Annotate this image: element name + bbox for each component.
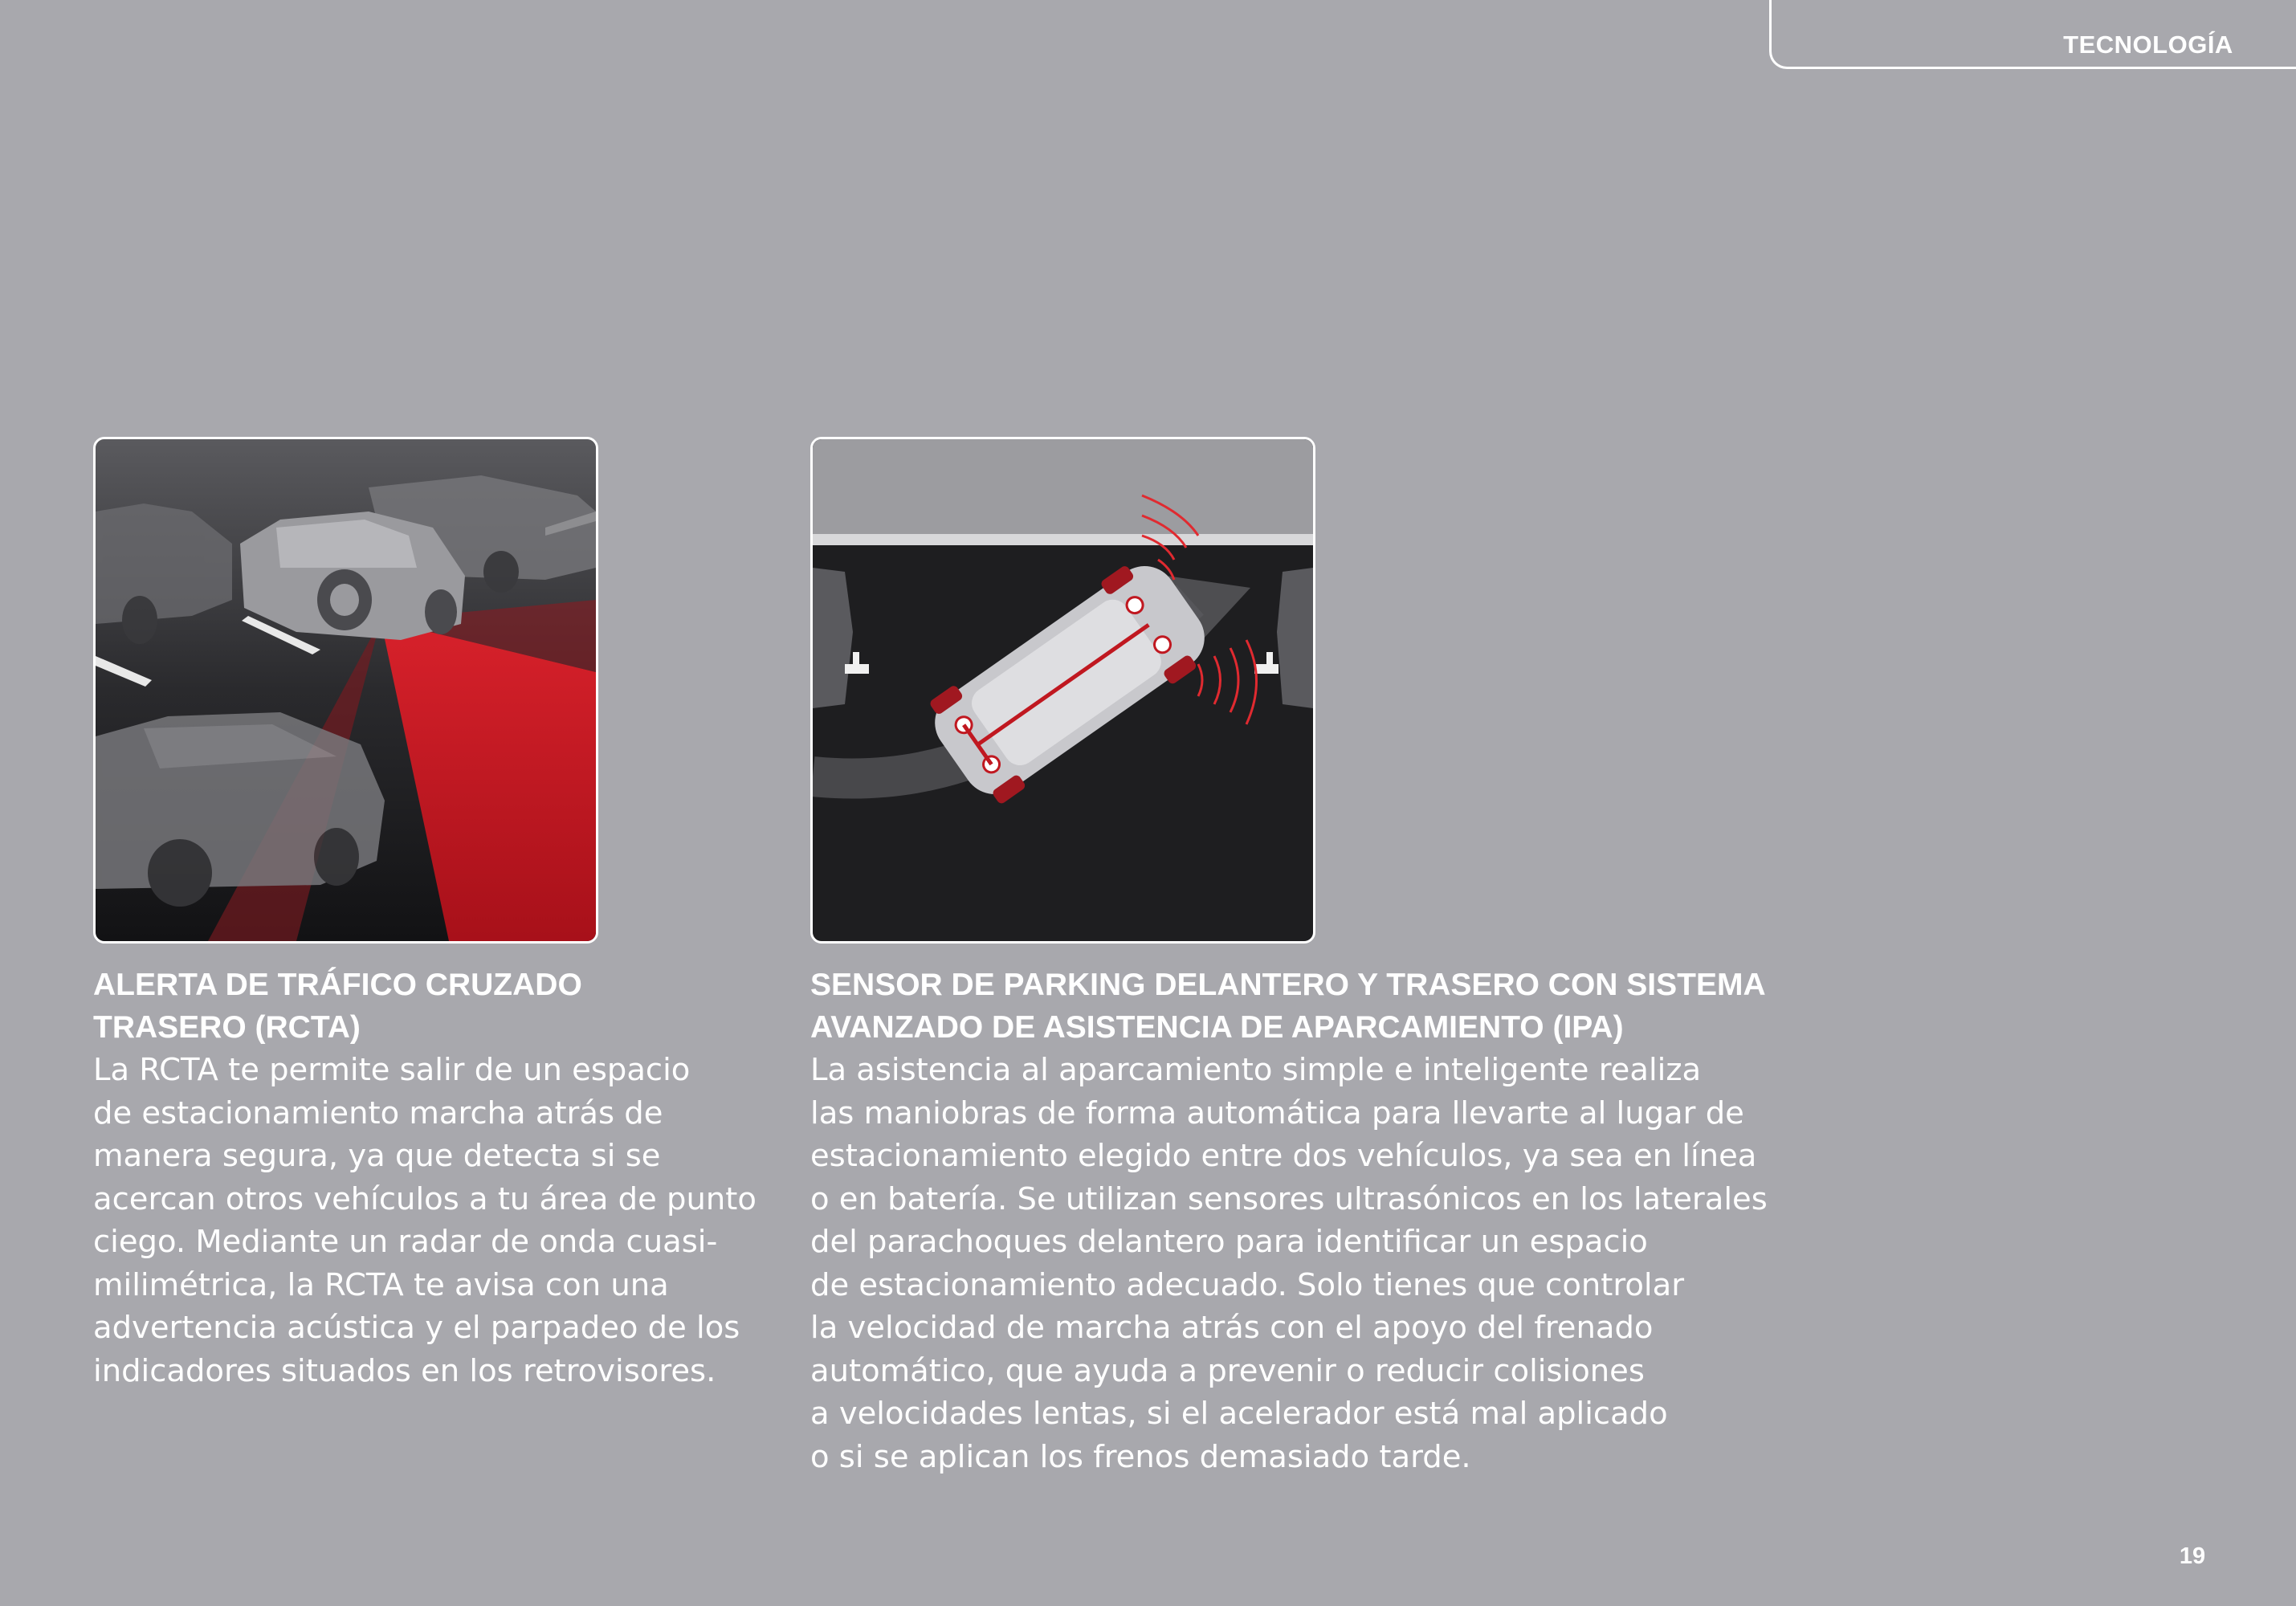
rcta-body-line: La RCTA te permite salir de un espacio [93, 1052, 691, 1088]
ipa-body-line: o en batería. Se utilizan sensores ultrasónicos en los laterales [810, 1180, 1768, 1217]
ipa-section [810, 964, 1774, 1478]
ipa-body-line: la velocidad de marcha atrás con el apoyo del frenado [810, 1310, 1654, 1346]
ipa-body-line: de estacionamiento adecuado. Solo tienes que controlar [810, 1266, 1685, 1303]
rcta-heading [93, 964, 768, 1049]
rcta-section [93, 964, 768, 1392]
ipa-heading-line: AVANZADO DE ASISTENCIA DE APARCAMIENTO (IPA) [810, 1010, 1624, 1045]
rcta-body-line: ciego. Mediante un radar de onda cuasi- [93, 1224, 718, 1260]
rcta-body [93, 1049, 768, 1392]
rcta-heading-line: TRASERO (RCTA) [93, 1010, 361, 1045]
ipa-body-line: estacionamiento elegido entre dos vehículos, ya sea en línea [810, 1138, 1757, 1174]
section-label: TECNOLOGÍA [2063, 31, 2233, 59]
rcta-heading-line: ALERTA DE TRÁFICO CRUZADO [93, 968, 582, 1002]
ipa-body-line: las maniobras de forma automática para llevarte al lugar de [810, 1094, 1744, 1131]
rcta-body-line: indicadores situados en los retrovisores. [93, 1352, 716, 1389]
rcta-illustration [93, 437, 598, 944]
ipa-body [810, 1049, 1774, 1478]
rcta-body-line: milimétrica, la RCTA te avisa con una [93, 1266, 669, 1303]
rcta-body-line: acercan otros vehículos a tu área de punto [93, 1180, 756, 1217]
rcta-body-line: manera segura, ya que detecta si se [93, 1138, 661, 1174]
rcta-body-line: de estacionamiento marcha atrás de [93, 1094, 663, 1131]
ipa-body-line: automático, que ayuda a prevenir o reducir colisiones [810, 1352, 1645, 1389]
ipa-body-line: a velocidades lentas, si el acelerador está mal aplicado [810, 1396, 1668, 1432]
ipa-body-line: del parachoques delantero para identificar un espacio [810, 1224, 1648, 1260]
rcta-body-line: advertencia acústica y el parpadeo de los [93, 1310, 740, 1346]
ipa-body-line: o si se aplican los frenos demasiado tarde. [810, 1438, 1471, 1475]
ipa-illustration [810, 437, 1315, 944]
page-number: 19 [2179, 1543, 2206, 1569]
ipa-body-line: La asistencia al aparcamiento simple e inteligente realiza [810, 1052, 1702, 1088]
ipa-heading [810, 964, 1774, 1049]
ipa-heading-line: SENSOR DE PARKING DELANTERO Y TRASERO CON SISTEMA [810, 968, 1766, 1002]
